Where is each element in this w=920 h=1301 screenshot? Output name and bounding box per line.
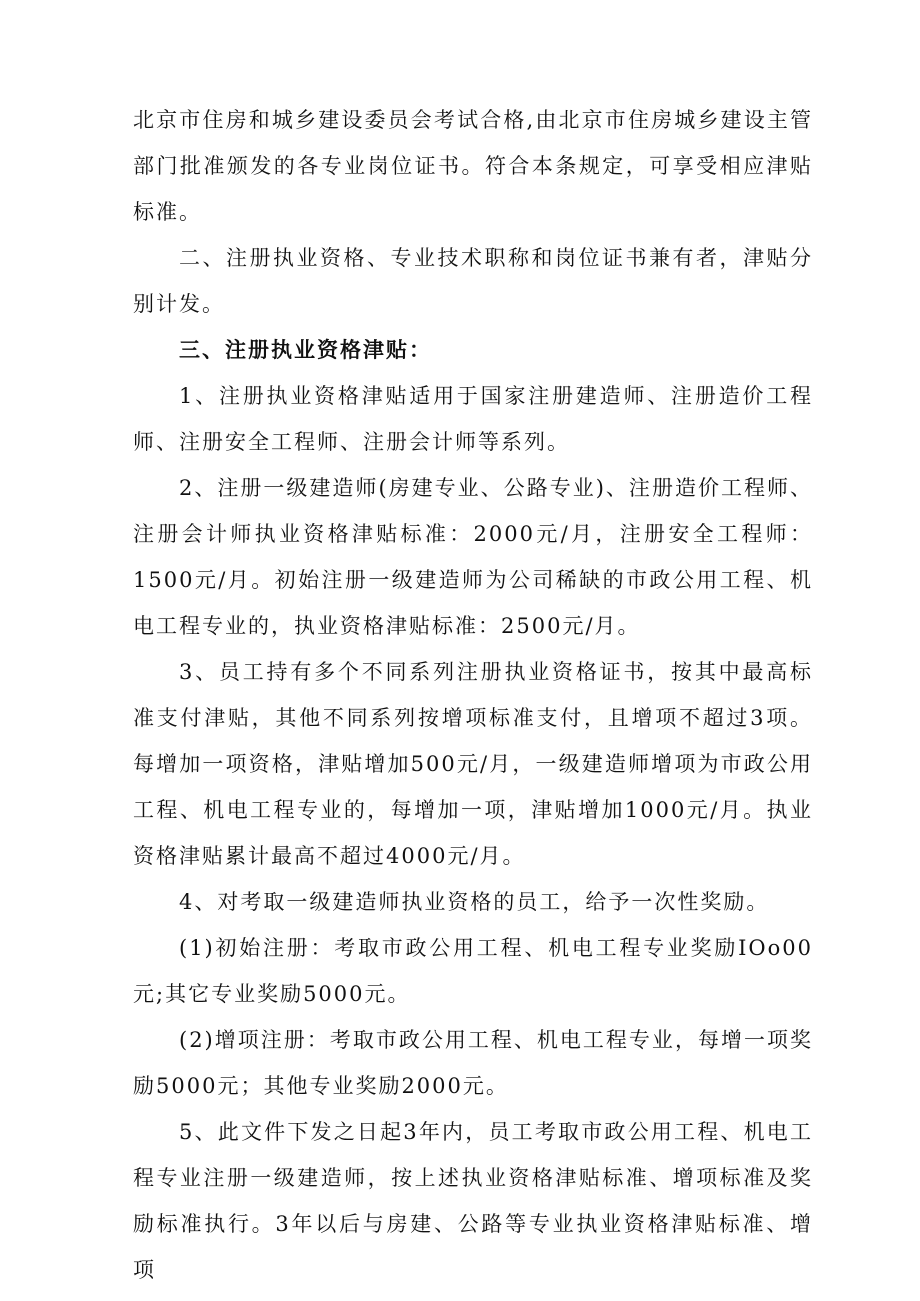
- paragraph-item-4: 4、对考取一级建造师执业资格的员工，给予一次性奖励。: [179, 890, 770, 914]
- paragraph-item-3: 3、员工持有多个不同系列注册执业资格证书，按其中最高标准支付津贴，其他不同系列按增项标准支付，且增项不超过3项。每增加一项资格，津贴增加500元/月，一级建造师增项为市政公用工程、机电工程专业的，每增加一项，津贴增加1000元/月。执业资格津贴累计最高不超过4000元/月。: [133, 660, 813, 868]
- paragraph-continuation: 北京市住房和城乡建设委员会考试合格,由北京市住房城乡建设主管部门批准颁发的各专业岗位证书。符合本条规定，可享受相应津贴标准。: [133, 108, 813, 224]
- paragraph-section-2: 二、注册执业资格、专业技术职称和岗位证书兼有者，津贴分别计发。: [133, 246, 813, 316]
- paragraph-item-1: 1、注册执业资格津贴适用于国家注册建造师、注册造价工程师、注册安全工程师、注册会计师等系列。: [133, 384, 813, 454]
- paragraph-item-5: 5、此文件下发之日起3年内，员工考取市政公用工程、机电工程专业注册一级建造师，按上述执业资格津贴标准、增项标准及奖励标准执行。3年以后与房建、公路等专业执业资格津贴标准、增项: [133, 1120, 813, 1282]
- paragraph-item-2: 2、注册一级建造师(房建专业、公路专业)、注册造价工程师、注册会计师执业资格津贴标准：2000元/月，注册安全工程师：1500元/月。初始注册一级建造师为公司稀缺的市政公用工程、机电工程专业的，执业资格津贴标准：2500元/月。: [133, 476, 813, 638]
- section-heading-3: 三、注册执业资格津贴：: [179, 337, 432, 362]
- paragraph-sub-item-1: (1)初始注册：考取市政公用工程、机电工程专业奖励IOo00元;其它专业奖励5000元。: [133, 936, 813, 1006]
- document-body: [133, 97, 813, 1293]
- paragraph-sub-item-2: (2)增项注册：考取市政公用工程、机电工程专业，每增一项奖励5000元；其他专业奖励2000元。: [133, 1028, 813, 1098]
